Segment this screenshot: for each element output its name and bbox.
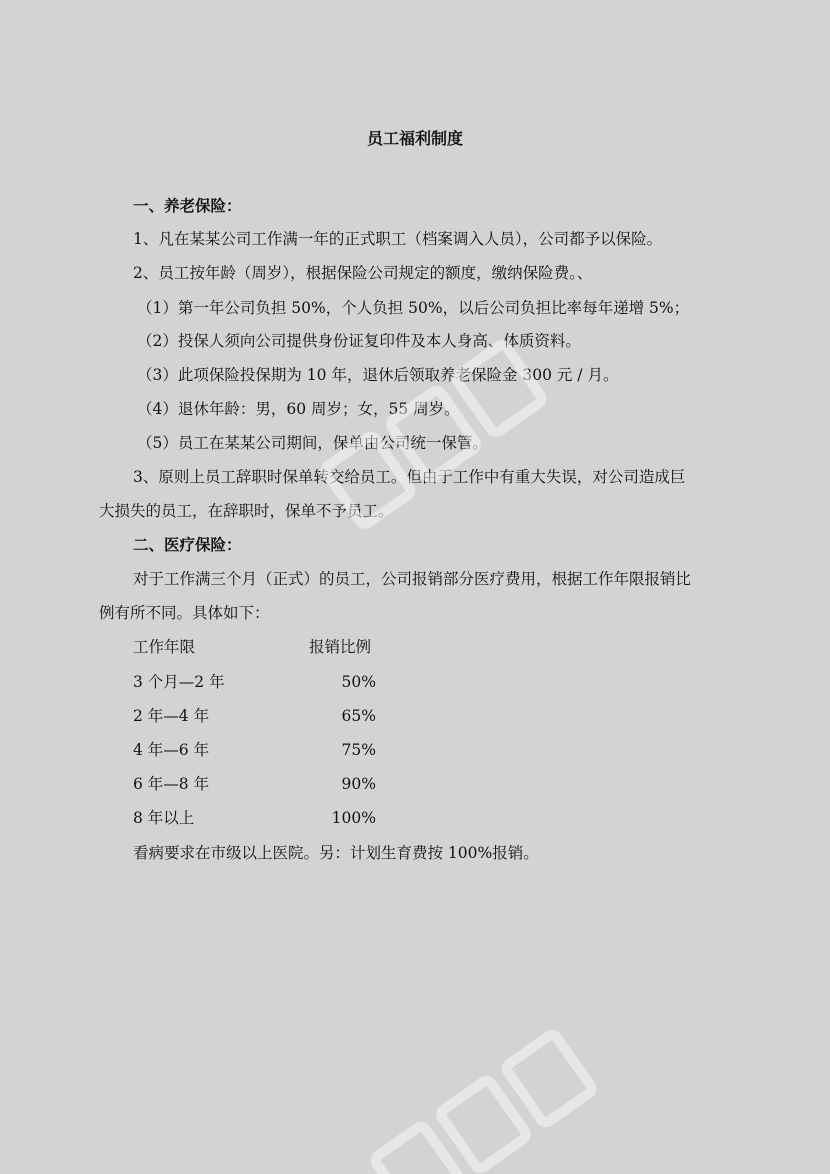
section1-sub4: （4）退休年龄：男，60 周岁；女，55 周岁。 xyxy=(137,400,460,418)
table-header-years: 工作年限 xyxy=(133,638,196,656)
table-row-years: 2 年—4 年 xyxy=(133,707,210,725)
section1-sub5: （5）员工在某某公司期间，保单由公司统一保管。 xyxy=(137,434,488,452)
section2-intro-line2: 例有所不同。具体如下： xyxy=(99,604,270,622)
section1-item3-line2: 大损失的员工，在辞职时，保单不予员工。 xyxy=(99,502,394,520)
section1-item1: 1、凡在某某公司工作满一年的正式职工（档案调入人员），公司都予以保险。 xyxy=(133,230,663,248)
table-row-ratio: 90% xyxy=(341,775,376,793)
table-row-years: 8 年以上 xyxy=(133,809,195,827)
section1-sub3: （3）此项保险投保期为 10 年，退休后领取养老保险金 300 元 / 月。 xyxy=(137,366,619,384)
section1-item2: 2、员工按年龄（周岁），根据保险公司规定的额度，缴纳保险费。、 xyxy=(133,264,593,282)
table-row-years: 4 年—6 年 xyxy=(133,741,210,759)
table-row-years: 3 个月—2 年 xyxy=(133,673,225,691)
section1-sub2: （2）投保人须向公司提供身份证复印件及本人身高、体质资料。 xyxy=(137,332,581,350)
document-title: 员工福利制度 xyxy=(366,129,463,148)
section2-heading: 二、医疗保险： xyxy=(133,536,242,554)
section2-intro-line1: 对于工作满三个月（正式）的员工，公司报销部分医疗费用，根据工作年限报销比 xyxy=(133,570,692,588)
table-row-ratio: 100% xyxy=(331,809,376,827)
section2-note: 看病要求在市级以上医院。另：计划生育费按 100%报销。 xyxy=(133,844,539,862)
table-row-ratio: 50% xyxy=(341,673,376,691)
table-row-ratio: 65% xyxy=(341,707,376,725)
section1-sub1: （1）第一年公司负担 50%，个人负担 50%，以后公司负担比率每年递增 5%； xyxy=(137,299,690,317)
section1-heading: 一、养老保险： xyxy=(133,197,242,215)
table-row-years: 6 年—8 年 xyxy=(133,775,210,793)
table-row-ratio: 75% xyxy=(341,741,376,759)
section1-item3-line1: 3、原则上员工辞职时保单转交给员工。但由于工作中有重大失误，对公司造成巨 xyxy=(133,468,686,486)
table-header-ratio: 报销比例 xyxy=(309,638,372,656)
